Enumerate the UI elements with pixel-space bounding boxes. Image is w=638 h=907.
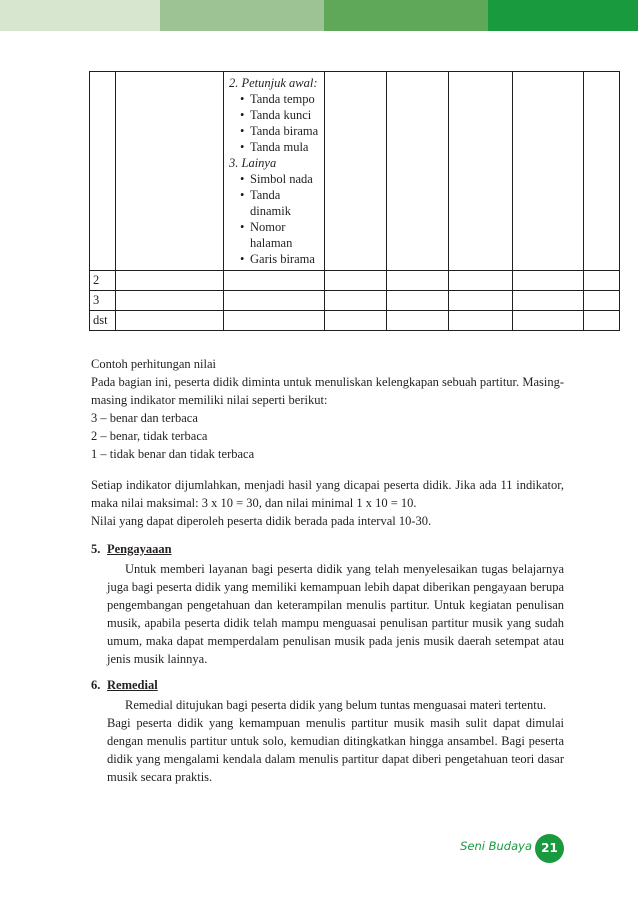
table-row xyxy=(90,72,620,271)
table-cell xyxy=(116,311,224,331)
indicator-list xyxy=(228,91,322,155)
header-bar-segment xyxy=(324,0,488,31)
table-cell xyxy=(90,72,116,271)
table-cell xyxy=(584,271,620,291)
table-cell xyxy=(513,271,584,291)
table-cell xyxy=(387,311,449,331)
table-cell xyxy=(325,311,387,331)
summary-section xyxy=(91,476,564,530)
header-color-bar xyxy=(0,0,638,31)
table-cell xyxy=(325,72,387,271)
table-cell xyxy=(449,311,513,331)
table-cell xyxy=(513,72,584,271)
indicator-list xyxy=(228,171,322,267)
section-heading xyxy=(91,542,172,557)
table-cell xyxy=(584,311,620,331)
section-title: Pengayaaan xyxy=(107,542,172,556)
table-cell xyxy=(449,72,513,271)
table-cell xyxy=(449,291,513,311)
pengayaan-body xyxy=(107,560,564,669)
section-heading xyxy=(91,678,158,693)
header-bar-segment xyxy=(160,0,324,31)
section-number: 6. xyxy=(91,678,101,692)
table-row xyxy=(90,311,620,331)
score-item: 2 – benar, tidak terbaca xyxy=(91,429,208,444)
list-item: • Tanda birama xyxy=(240,123,322,139)
table-cell xyxy=(513,291,584,311)
table-cell xyxy=(325,291,387,311)
contoh-title: Contoh perhitungan nilai xyxy=(91,357,216,371)
list-item: • Tanda dinamik xyxy=(240,187,322,219)
table-cell xyxy=(584,72,620,271)
row-number: dst xyxy=(90,311,116,331)
remedial-paragraph: Bagi peserta didik yang kemampuan menulis partitur musik masih sulit dapat dimulai dengan menulis partitur untuk solo, kemudian ditingkatkan hingga ansambel. Bagi peserta didik yang mengalami kendala dalam menulis partitur dapat diberi pengetahuan teori dasar musik secara praktis. xyxy=(107,716,564,785)
list-item: • Simbol nada xyxy=(240,171,322,187)
footer-book-title: Seni Budaya xyxy=(460,839,532,853)
table-cell xyxy=(513,311,584,331)
list-item: • Garis birama xyxy=(240,251,322,267)
contoh-paragraph: Pada bagian ini, peserta didik diminta untuk menuliskan kelengkapan sebuah partitur. Masing-masing indikator memiliki nilai seperti berikut: xyxy=(91,375,564,408)
table-cell xyxy=(224,271,325,291)
score-item: 3 – benar dan terbaca xyxy=(91,411,198,426)
remedial-paragraph: Remedial ditujukan bagi peserta didik yang belum tuntas menguasai materi tertentu. xyxy=(125,698,547,712)
indicator-section-title: 3. Lainya xyxy=(229,156,277,170)
table-cell xyxy=(584,291,620,311)
list-item: • Tanda kunci xyxy=(240,107,322,123)
contoh-section xyxy=(91,355,564,464)
table-cell xyxy=(224,291,325,311)
list-item: • Tanda mula xyxy=(240,139,322,155)
table-row xyxy=(90,291,620,311)
list-item: • Tanda tempo xyxy=(240,91,322,107)
indicator-cell xyxy=(224,72,325,271)
list-item: • Nomor halaman xyxy=(240,219,322,251)
header-bar-segment xyxy=(0,0,160,31)
table-cell xyxy=(325,271,387,291)
summary-paragraph: Setiap indikator dijumlahkan, menjadi hasil yang dicapai peserta didik. Jika ada 11 indikator, maka nilai maksimal: 3 x 10 = 30, dan nilai minimal 1 x 10 = 10. xyxy=(91,478,564,511)
table-cell xyxy=(387,271,449,291)
table-cell xyxy=(224,311,325,331)
section-number: 5. xyxy=(91,542,101,556)
page-number: 21 xyxy=(535,834,564,863)
table-cell xyxy=(387,72,449,271)
remedial-body xyxy=(107,696,564,786)
table-row xyxy=(90,271,620,291)
indicator-section-title: 2. Petunjuk awal: xyxy=(229,76,318,90)
table-cell xyxy=(116,291,224,311)
table-cell xyxy=(387,291,449,311)
assessment-table xyxy=(89,71,620,331)
row-number: 2 xyxy=(90,271,116,291)
table-cell xyxy=(116,271,224,291)
header-bar-segment xyxy=(488,0,638,31)
score-item: 1 – tidak benar dan tidak terbaca xyxy=(91,447,255,462)
pengayaan-paragraph: Untuk memberi layanan bagi peserta didik yang telah menyelesaikan tugas belajarnya juga bagi peserta didik yang memiliki kemampuan lebih dapat diberikan pengayaan berupa pengembangan pengetahuan dan keterampilan menulis partitur. Untuk kegiatan penulisan musik, apabila peserta didik telah mampu menguasai penulisan partitur musik yang sudah umum, maka dapat memperdalam penulisan musik pada jenis musik daerah setempat atau jenis musik lainnya. xyxy=(107,562,564,667)
table-cell xyxy=(449,271,513,291)
table-cell xyxy=(116,72,224,271)
row-number: 3 xyxy=(90,291,116,311)
section-title: Remedial xyxy=(107,678,158,692)
interval-paragraph: Nilai yang dapat diperoleh peserta didik berada pada interval 10-30. xyxy=(91,514,432,529)
